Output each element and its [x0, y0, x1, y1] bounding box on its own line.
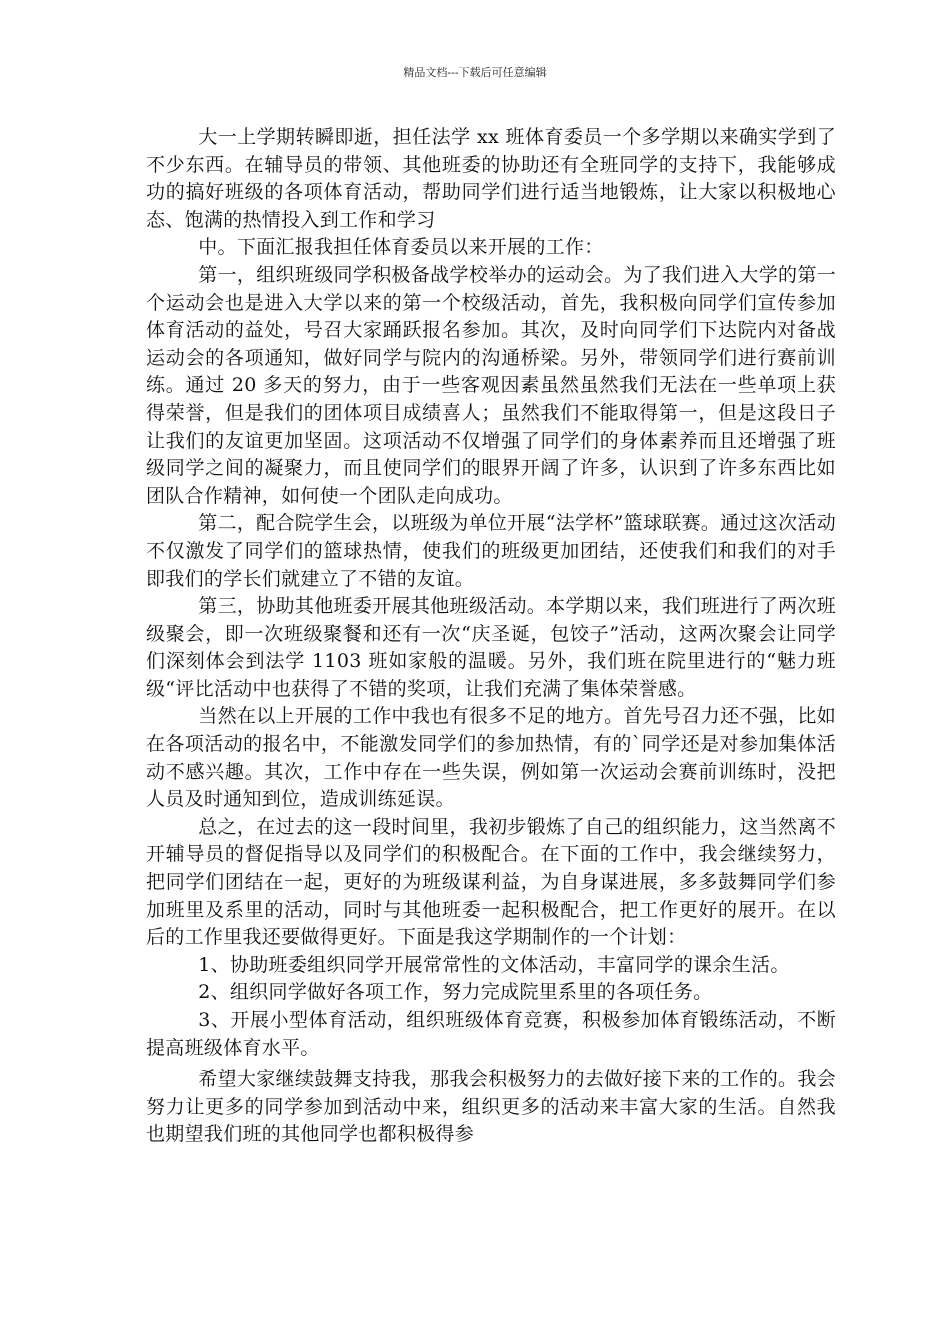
plan-item-1: 1、协助班委组织同学开展常常性的文体活动，丰富同学的课余生活。	[198, 953, 790, 976]
paragraph-intro: 大一上学期转瞬即逝，担任法学 xx 班体育委员一个多学期以来确实学到了不少东西。在辅导员的带领、其他班委的协助还有全班同学的支持下，我能够成功的搞好班级的各项体育活动，帮助同学们进行适当地锻炼，让大家以积极地心态、饱满的热情投入到工作和学习	[146, 126, 836, 231]
paragraph-closing: 希望大家继续鼓舞支持我，那我会积极努力的去做好接下来的工作的。我会努力让更多的同学参加到活动中来，组织更多的活动来丰富大家的生活。自然我也期望我们班的其他同学也都积极得参	[146, 1068, 836, 1146]
plan-item-2: 2、组织同学做好各项工作，努力完成院里系里的各项任务。	[198, 981, 713, 1004]
plan-item-3: 3、开展小型体育活动，组织班级体育竞赛，积极参加体育锻练活动，不断提高班级体育水平。	[146, 1009, 836, 1059]
paragraph-second: 第二，配合院学生会，以班级为单位开展“法学杯”篮球联赛。通过这次活动不仅激发了同学们的篮球热情，使我们的班级更加团结，还使我们和我们的对手即我们的学长们就建立了不错的友谊。	[146, 512, 836, 590]
document-body	[146, 124, 836, 1149]
paragraph-summary: 总之，在过去的这一段时间里，我初步锻炼了自己的组织能力，这当然离不开辅导员的督促指导以及同学们的积极配合。在下面的工作中，我会继续努力，把同学们团结在一起，更好的为班级谋利益，为自身谋进展，多多鼓舞同学们参加班里及系里的活动，同时与其他班委一起积极配合，把工作更好的展开。在以后的工作里我还要做得更好。下面是我这学期制作的一个计划：	[146, 815, 836, 949]
paragraph-third: 第三，协助其他班委开展其他班级活动。本学期以来，我们班进行了两次班级聚会，即一次班级聚餐和还有一次“庆圣诞，包饺子”活动，这两次聚会让同学们深刻体会到法学 1103 班如家般的温暖。另外，我们班在院里进行的“魅力班级“评比活动中也获得了不错的奖项，让我们充满了集体荣誉感。	[146, 595, 836, 700]
paragraph-work-intro: 中。下面汇报我担任体育委员以来开展的工作：	[198, 236, 604, 259]
paragraph-shortcomings: 当然在以上开展的工作中我也有很多不足的地方。首先号召力还不强，比如在各项活动的报名中，不能激发同学们的参加热情，有的`同学还是对参加集体活动不感兴趣。其次，工作中存在一些失误，例如第一次运动会赛前训练时，没把人员及时通知到位，造成训练延误。	[146, 705, 836, 811]
paragraph-first: 第一，组织班级同学积极备战学校举办的运动会。为了我们进入大学的第一个运动会也是进入大学以来的第一个校级活动，首先，我积极向同学们宣传参加体育活动的益处，号召大家踊跃报名参加。其次，及时向同学们下达院内对备战运动会的各项通知，做好同学与院内的沟通桥梁。另外，带领同学们进行赛前训练。通过 20 多天的努力，由于一些客观因素虽然虽然我们无法在一些单项上获得荣誉，但是我们的团体项目成绩喜人；虽然我们不能取得第一，但是这段日子让我们的友谊更加坚固。这项活动不仅增强了同学们的身体素养而且还增强了班级同学之间的凝聚力，而且使同学们的眼界开阔了许多，认识到了许多东西比如团队合作精神，如何使一个团队走向成功。	[146, 263, 836, 507]
page-header: 精品文档---下载后可任意编辑	[403, 66, 547, 79]
